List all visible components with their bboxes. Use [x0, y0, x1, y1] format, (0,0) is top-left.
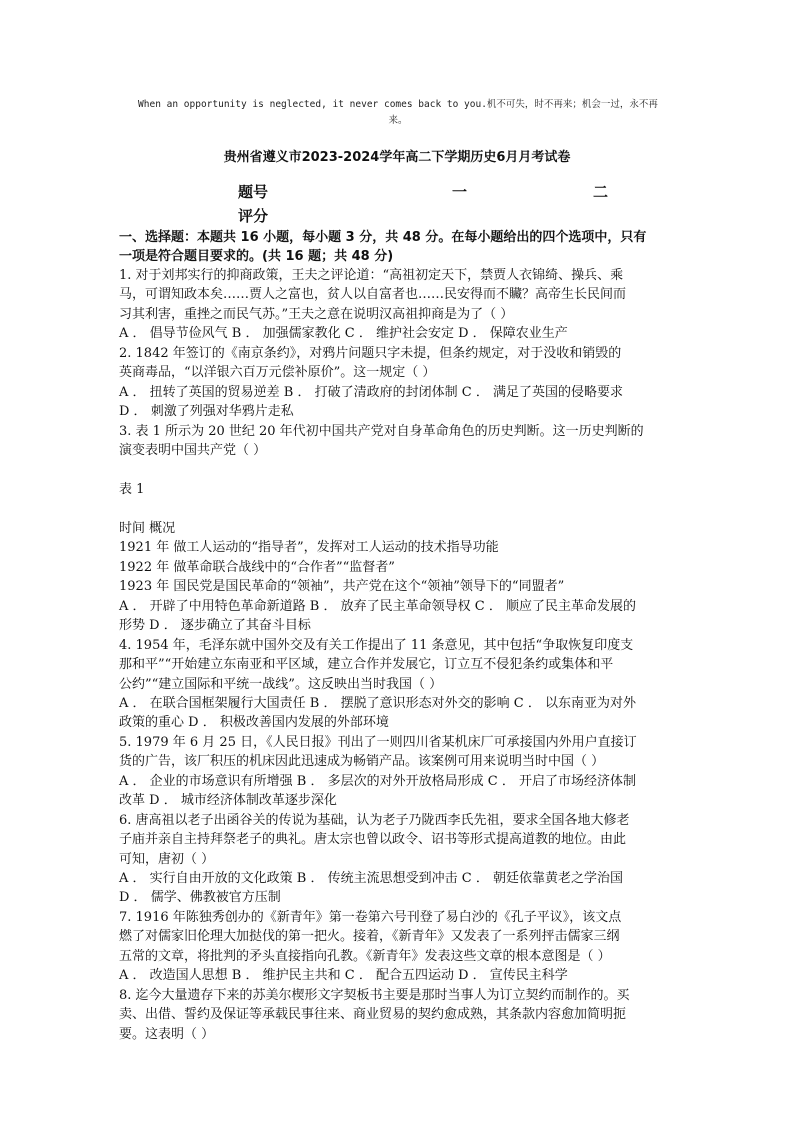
text-line: 7. 1916 年陈独秀创办的《新青年》第一卷第六号刊登了易白沙的《孔子平议》，该文点	[119, 909, 622, 925]
text-line: D ． 儒学、佛教被官方压制	[119, 890, 281, 906]
text-line: 燃了对儒家旧伦理大加挞伐的第一把火。接着，《新青年》又发表了一系列抨击儒家三纲	[119, 929, 620, 945]
text-line: A ． 改造国人思想 B ． 维护民主共和 C ． 配合五四运动 D ． 宣传民主科学	[119, 968, 568, 984]
quote-line-1: When an opportunity is neglected, it never comes back to you.机不可失，时不再来；机会一过，永不再	[138, 99, 658, 110]
section-heading-line-2: 一项是符合题目要求的。(共 16 题；共 48 分)	[119, 249, 394, 264]
text-line: 1922 年 做革命联合战线中的“合作者”“监督者”	[119, 559, 395, 575]
text-line: 政策的重心 D ． 积极改善国内发展的外部环境	[119, 715, 389, 731]
score-table-row-label-score: 评分	[238, 207, 269, 225]
exam-title: 贵州省遵义市2023-2024学年高二下学期历史6月月考试卷	[223, 150, 571, 165]
text-line: 1923 年 国民党是国民革命的“领袖”，共产党在这个“领袖”领导下的“同盟者”	[119, 579, 565, 595]
score-table-col-2: 二	[593, 183, 609, 201]
text-line: 1. 对于刘邦实行的抑商政策，王夫之评论道：“高祖初定天下，禁贾人衣锦绮、操兵、乘	[119, 268, 624, 283]
text-line: 要。这表明（ ）	[119, 1026, 215, 1042]
text-line: A ． 开辟了中用特色革命新道路 B ． 放弃了民主革命领导权 C ． 顺应了民主革命发展的	[119, 598, 636, 614]
text-line: 卖、出借、誓约及保证等承载民事往来、商业贸易的契约愈成熟，其条款内容愈加简明扼	[119, 1007, 627, 1023]
text-line: 改革 D ． 城市经济体制改革逐步深化	[119, 793, 337, 809]
text-line: 2. 1842 年签订的《南京条约》，对鸦片问题只字未提，但条约规定，对于没收和销毁的	[119, 345, 622, 361]
text-line: 五常的文章，将批判的矛头直接指向孔教。《新青年》发表这些文章的根本意图是（ ）	[119, 948, 611, 964]
text-line: 8. 迄今大量遗存下来的苏美尔楔形文字契板书主要是那时当事人为订立契约而制作的。买	[119, 987, 630, 1003]
text-line: 3. 表 1 所示为 20 世纪 20 年代初中国共产党对自身革命角色的历史判断。这一历史判断的	[119, 423, 644, 439]
score-table-col-1: 一	[452, 183, 468, 201]
text-line: 英商毒品，“以洋银六百万元偿补原价”。这一规定（ ）	[119, 365, 436, 381]
text-line: 5. 1979 年 6 月 25 日，《人民日报》刊出了一则四川省某机床厂可承接国内外用户直接订	[119, 734, 637, 750]
text-line: 6. 唐高祖以老子出函谷关的传说为基础，认为老子乃陇西李氏先祖，要求全国各地大修老	[119, 812, 630, 828]
text-line: A ． 扭转了英国的贸易逆差 B ． 打破了清政府的封闭体制 C ． 满足了英国的侵略要求	[119, 384, 623, 400]
text-line: 4. 1954 年，毛泽东就中国外交及有关工作提出了 11 条意见，其中包括“争取恢复印度支	[119, 637, 634, 653]
text-line: 子庙并亲自主持拜祭老子的典礼。唐太宗也曾以政令、诏书等形式提高道教的地位。由此	[119, 832, 627, 847]
text-line: 表 1	[119, 481, 145, 497]
text-line: 公约”“建立国际和平统一战线”。这反映出当时我国（ ）	[119, 676, 443, 692]
quote-line-2: 来。	[388, 115, 408, 126]
text-line: 形势 D ． 逐步确立了其奋斗目标	[119, 618, 311, 634]
text-line: 习其利害，重挫之而民气苏。”王夫之意在说明汉高祖抑商是为了（ ）	[119, 306, 514, 322]
text-line: A ． 倡导节俭风气 B ． 加强儒家教化 C ． 维护社会安定 D ． 保障农业生产	[119, 326, 568, 342]
text-line: 演变表明中国共产党（ ）	[119, 443, 267, 458]
text-line: 可知，唐初（ ）	[119, 851, 215, 867]
score-table-row-label-number: 题号	[238, 183, 269, 201]
text-line: A ． 实行自由开放的文化政策 B ． 传统主流思想受到冲击 C ． 朝廷依靠黄老之学治国	[119, 870, 623, 886]
header-quote	[118, 97, 678, 129]
text-line: A ． 在联合国框架履行大国责任 B ． 摆脱了意识形态对外交的影响 C ． 以东南亚为对外	[119, 695, 636, 711]
text-line: 货的广告，该厂积压的机床因此迅速成为畅销产品。该案例可用来说明当时中国（ ）	[119, 754, 605, 770]
text-line: 时间 概况	[119, 520, 176, 536]
text-line: A ． 企业的市场意识有所增强 B ． 多层次的对外开放格局形成 C ． 开启了市场经济体制	[119, 773, 636, 789]
section-heading-line-1: 一、选择题：本题共 16 小题，每小题 3 分，共 48 分。在每小题给出的四个选项中，只有	[119, 230, 647, 245]
text-line: 那和平”“开始建立东南亚和平区域，建立合作并发展它，订立互不侵犯条约或集体和平	[119, 657, 614, 672]
text-line: 马，可谓知政本矣……贾人之富也，贫人以自富者也……民安得而不贜？高帝生长民间而	[119, 287, 627, 303]
text-line: 1921 年 做工人运动的“指导者”，发挥对工人运动的技术指导功能	[119, 540, 499, 556]
text-line: D ． 刺激了列强对华鸦片走私	[119, 404, 294, 420]
